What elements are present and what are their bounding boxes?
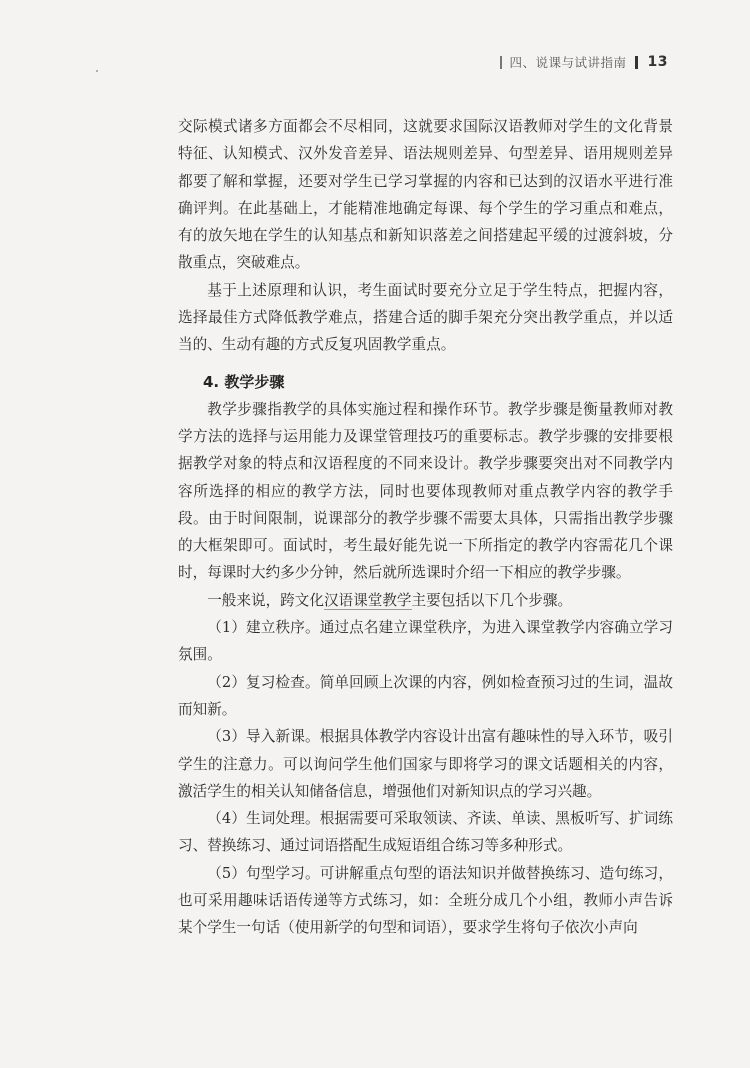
page-number: 13 (647, 54, 668, 70)
running-header (492, 53, 668, 71)
header-section-title: 四、说课与试讲指南 (509, 55, 627, 70)
step-item: （1）建立秩序。通过点名建立课堂秩序，为进入课堂教学内容确立学习氛围。 (178, 619, 673, 664)
body-text (178, 113, 673, 942)
paragraph: 基于上述原理和认识，考生面试时要充分立足于学生特点，把握内容，选择最佳方式降低教学难点，搭建合适的脚手架充分突出教学重点，并以适当的、生动有趣的方式反复巩固教学重点。 (178, 281, 673, 354)
section-heading: 4. 教学步骤 (203, 372, 285, 391)
header-divider-bold (635, 56, 638, 69)
page-speck (96, 70, 98, 72)
paragraph: 教学步骤指教学的具体实施过程和操作环节。教学步骤是衡量教师对教学方法的选择与运用能力及课堂管理技巧的重要标志。教学步骤的安排要根据教学对象的特点和汉语程度的不同来设计。教学步骤要突出对不同教学内容所选择的相应的教学方法，同时也要体现教师对重点教学内容的教学手段。由于时间限制，说课部分的教学步骤不需要太具体，只需指出教学步骤的大框架即可。面试时，考生最好能先说一下所指定的教学内容需花几个课时，每课时大约多少分钟，然后就所选课时介绍一下相应的教学步骤。 (178, 400, 673, 582)
paragraph-intro (178, 587, 673, 614)
step-item: （3）导入新课。根据具体教学内容设计出富有趣味性的导入环节，吸引学生的注意力。可以询问学生他们国家与即将学习的课文话题相关的内容，激活学生的相关认知储备信息，增强他们对新知识点的学习兴趣。 (178, 728, 673, 800)
text-span: 主要包括以下几个步骤。 (411, 591, 573, 609)
step-item: （2）复习检查。简单回顾上次课的内容，例如检查预习过的生词，温故而知新。 (178, 673, 673, 718)
underlined-term: 汉语课堂教学 (323, 591, 412, 609)
text-span: 一般来说，跨文化 (207, 591, 324, 609)
step-item: （5）句型学习。可讲解重点句型的语法知识并做替换练习、造句练习，也可采用趣味话语传递等方式练习，如：全班分成几个小组，教师小声告诉某个学生一句话（使用新学的句型和词语），要求学生将句子依次小声向 (178, 864, 673, 937)
paragraph-continued: 交际模式诸多方面都会不尽相同，这就要求国际汉语教师对学生的文化背景特征、认知模式、汉外发音差异、语法规则差异、句型差异、语用规则差异都要了解和掌握，还要对学生已学习掌握的内容和已达到的汉语水平进行准确评判。在此基础上，才能精准地确定每课、每个学生的学习重点和难点，有的放矢地在学生的认知基点和新知识落差之间搭建起平缓的过渡斜坡，分散重点，突破难点。 (178, 118, 673, 272)
step-item: （4）生词处理。根据需要可采取领读、齐读、单读、黑板听写、扩词练习、替换练习、通过词语搭配生成短语组合练习等多种形式。 (178, 810, 673, 855)
header-divider (500, 56, 502, 69)
